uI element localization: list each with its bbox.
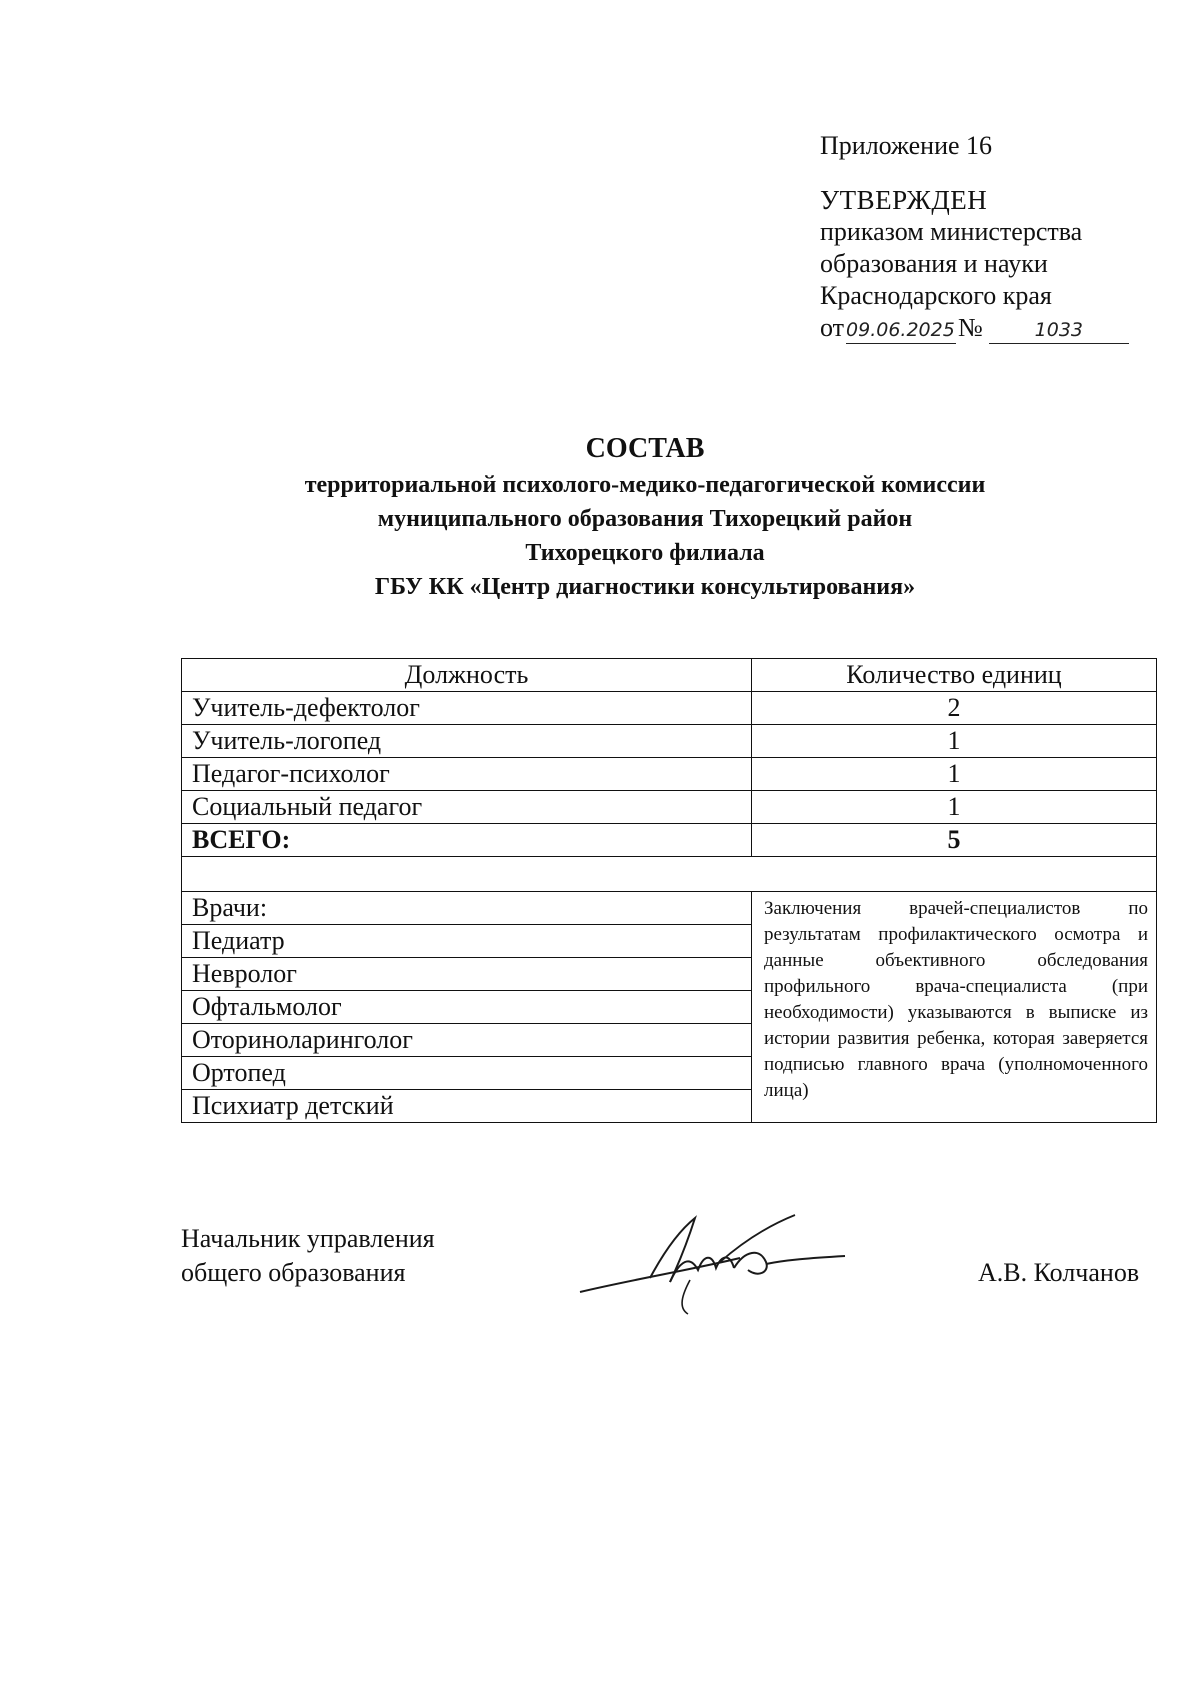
document-title: [150, 432, 1140, 604]
position-cell: Социальный педагог: [182, 791, 752, 824]
table-header-row: [182, 659, 1157, 692]
order-from-prefix: от: [820, 313, 845, 342]
order-date-handwritten: 09.06.2025: [846, 317, 956, 344]
doctor-cell: Оториноларинголог: [182, 1024, 752, 1057]
total-value: 5: [752, 824, 1157, 857]
doctor-row: [182, 892, 1157, 925]
approval-block: [820, 130, 1129, 344]
approved-label: УТВЕРЖДЕН: [820, 185, 988, 215]
doctor-cell: Ортопед: [182, 1057, 752, 1090]
position-cell: Учитель-логопед: [182, 725, 752, 758]
position-cell: Педагог-психолог: [182, 758, 752, 791]
doctor-cell: Офтальмолог: [182, 991, 752, 1024]
title-line: Тихорецкого филиала: [525, 540, 765, 566]
approved-line: Краснодарского края: [820, 281, 1052, 310]
empty-cell: [182, 857, 1157, 892]
empty-row: [182, 857, 1157, 892]
count-cell: 1: [752, 758, 1157, 791]
order-number-sign: №: [958, 313, 983, 342]
signer-title-line: Начальник управления: [181, 1224, 435, 1253]
title-line: ГБУ КК «Центр диагностики консультирования»: [374, 574, 916, 600]
doctor-cell: Психиатр детский: [182, 1090, 752, 1123]
signer-title: [181, 1222, 435, 1290]
total-label: ВСЕГО:: [182, 824, 752, 857]
table-row: [182, 692, 1157, 725]
signer-name: А.В. Колчанов: [978, 1258, 1140, 1287]
order-number-handwritten: 1033: [989, 317, 1129, 344]
handwritten-signature: [570, 1210, 860, 1320]
table-row: [182, 791, 1157, 824]
position-cell: Учитель-дефектолог: [182, 692, 752, 725]
column-header-count: Количество единиц: [752, 659, 1157, 692]
title-main: СОСТАВ: [585, 433, 705, 464]
table-row: [182, 758, 1157, 791]
column-header-position: Должность: [182, 659, 752, 692]
signer-title-line: общего образования: [181, 1258, 406, 1287]
title-line: муниципального образования Тихорецкий район: [377, 506, 913, 532]
table-row: [182, 725, 1157, 758]
total-row: [182, 824, 1157, 857]
count-cell: 1: [752, 791, 1157, 824]
doctor-cell: Невролог: [182, 958, 752, 991]
doctor-cell: Врачи:: [182, 892, 752, 925]
title-line: территориальной психолого-медико-педагогической комиссии: [304, 472, 986, 498]
approved-line: приказом министерства: [820, 217, 1083, 246]
doctors-note: Заключения врачей-специалистов по результатам профилактического осмотра и данные объективного обследования профильного врача-специалиста (при необходимости) указываются в выписке из истории развития ребенка, которая заверяется подписью главного врача (уполномоченного лица): [752, 892, 1157, 1123]
appendix-label: Приложение 16: [820, 131, 993, 160]
count-cell: 1: [752, 725, 1157, 758]
count-cell: 2: [752, 692, 1157, 725]
approved-line: образования и науки: [820, 249, 1048, 278]
doctor-cell: Педиатр: [182, 925, 752, 958]
order-line: [820, 312, 1129, 344]
staff-table: [181, 658, 1157, 1123]
